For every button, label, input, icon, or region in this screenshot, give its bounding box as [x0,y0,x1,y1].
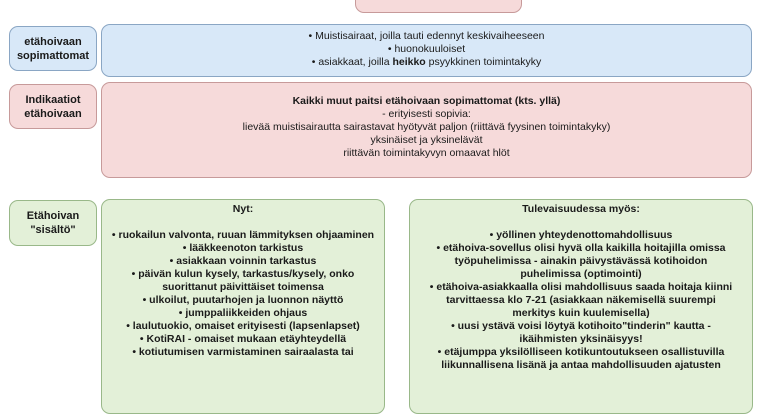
content-label: Etähoivan "sisältö" [26,210,80,236]
unsuitable-label-box [9,26,97,71]
future-list [424,229,738,372]
now-title: Nyt: [232,203,254,215]
indications-line: yksinäiset ja yksinelävät [370,134,483,146]
unsuitable-list [102,30,751,69]
now-content-box [101,199,385,414]
now-item: • KotiRAI - omaiset mukaan etäyhteydellä [110,333,376,346]
now-item: • jumppaliikkeiden ohjaus [110,307,376,320]
indications-label-box [9,84,97,129]
future-item: • etähoiva-sovellus olisi hyvä olla kaikilla hoitajilla omissa työpuhelimissa - ainakin päivystävässä kotihoidon puhelimissa (optimointi) [424,242,738,281]
future-item: • yöllinen yhteydenottomahdollisuus [424,229,738,242]
now-item: • päivän kulun kysely, tarkastus/kysely, onko suorittanut päivittäiset toimensa [110,268,376,294]
content-label-box [9,200,97,246]
unsuitable-label: etähoivaan sopimattomat [16,35,90,62]
indications-content-box [101,82,752,178]
now-item: • lääkkeenoton tarkistus [110,242,376,255]
indications-label: Indikaatiot etähoivaan [24,93,82,120]
future-title: Tulevaisuudessa myös: [522,203,640,215]
future-content-box [409,199,753,414]
unsuitable-item: • Muistisairaat, joilla tauti edennyt keskivaiheeseen [308,30,545,42]
now-item: • ruokailun valvonta, ruuan lämmityksen ohjaaminen [110,229,376,242]
unsuitable-content-box [101,24,752,77]
now-item: • ulkoilut, puutarhojen ja luonnon näyttö [110,294,376,307]
indications-line: lievää muistisairautta sairastavat hyötyvät paljon (riittävä fyysinen toimintakyky) [242,121,611,133]
top-partial-box [355,0,522,13]
future-item: • uusi ystävä voisi löytyä kotihoito"tinderin" kautta - ikäihmisten yksinäisyys! [424,320,738,346]
now-item: • kotiutumisen varmistaminen sairaalasta tai [110,346,376,359]
indications-line: riittävän toimintakyvyn omaavat hlöt [343,147,510,159]
now-list [110,229,376,359]
future-item: • etäjumppa yksilölliseen kotikuntoutukseen osallistuvilla liikunnallisena lisänä ja antaa mahdollisuuden ajatusten [424,346,738,372]
now-item: • laulutuokio, omaiset erityisesti (lapsenlapset) [110,320,376,333]
now-item: • asiakkaan voinnin tarkastus [110,255,376,268]
future-item: • etähoiva-asiakkaalla olisi mahdollisuus saada hoitaja kiinni tarvittaessa klo 7-21 (asiakkaan näkemisellä suurempi merkitys kuin kuulemisella) [424,281,738,320]
unsuitable-item: • asiakkaat, joilla heikko psyykkinen toimintakyky [311,56,542,68]
unsuitable-item: • huonokuuloiset [387,43,466,55]
indications-title: Kaikki muut paitsi etähoivaan sopimattomat (kts. yllä) [292,95,561,107]
indications-line: - erityisesti sopivia: [382,108,471,120]
